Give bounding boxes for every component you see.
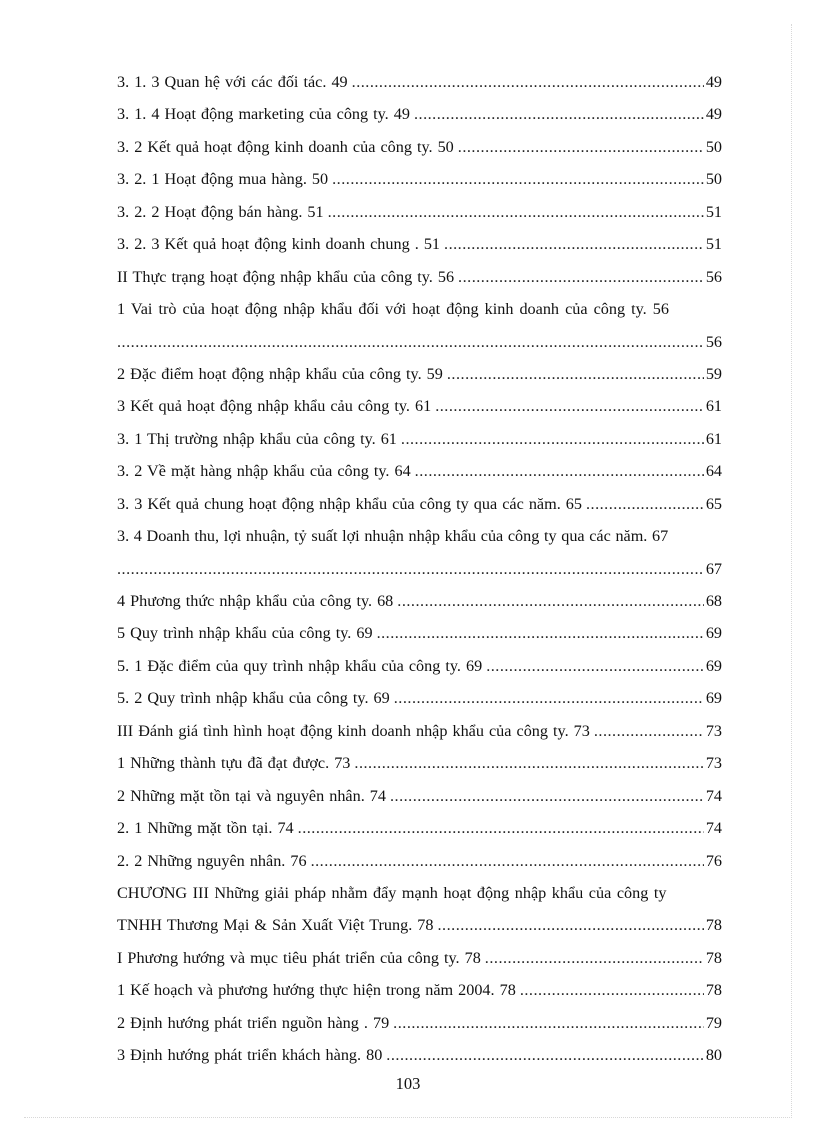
dot-leader — [414, 98, 704, 130]
toc-entry-text: 4 Phương thức nhập khẩu của công ty. 68 — [117, 592, 394, 610]
toc-entry-continuation[interactable] — [117, 909, 722, 941]
dot-leader — [447, 358, 704, 390]
toc-entry[interactable] — [117, 1039, 722, 1071]
toc-entry-page: 61 — [705, 429, 722, 448]
toc-entry-text: CHƯƠNG III Những giải pháp nhằm đẩy mạnh hoạt động nhập khẩu của công ty — [117, 883, 667, 902]
toc-entry-continuation[interactable] — [117, 326, 722, 358]
toc-entry-page: 74 — [705, 819, 722, 838]
toc-entry[interactable] — [117, 682, 722, 714]
toc-entry-page: 68 — [705, 592, 722, 610]
toc-entry[interactable] — [117, 358, 722, 390]
toc-entry-text: 2 Định hướng phát triển nguồn hàng . 79 — [117, 1013, 390, 1032]
toc-entry[interactable] — [117, 942, 722, 974]
toc-entry-text: 3. 3 Kết quả chung hoạt động nhập khẩu của công ty qua các năm. 65 — [117, 494, 582, 513]
dot-leader — [332, 163, 704, 195]
dot-leader — [311, 845, 704, 877]
toc-entry-page: 80 — [705, 1046, 722, 1065]
toc-entry-text: 3. 2. 3 Kết quả hoạt động kinh doanh chung . 51 — [117, 235, 441, 254]
toc-entry[interactable] — [117, 1007, 722, 1039]
dot-leader — [386, 1039, 704, 1071]
toc-entry-text: 2 Những mặt tồn tại và nguyên nhân. 74 — [117, 786, 386, 805]
toc-entry[interactable] — [117, 228, 722, 260]
toc-entry-text: 3. 1. 3 Quan hệ với các đối tác. 49 — [117, 73, 348, 91]
toc-entry[interactable] — [117, 877, 757, 909]
toc-entry-page: 73 — [705, 754, 722, 773]
toc-entry-text: 5. 1 Đặc điểm của quy trình nhập khẩu của công ty. 69 — [117, 656, 483, 675]
dot-leader — [586, 488, 704, 520]
toc-entry[interactable] — [117, 131, 722, 163]
toc-entry-page: 78 — [705, 916, 722, 935]
toc-entry[interactable] — [117, 780, 722, 812]
toc-entry-page: 69 — [705, 689, 722, 708]
toc-entry-page: 78 — [705, 981, 722, 1000]
toc-entry[interactable] — [117, 974, 722, 1006]
toc-entry[interactable] — [117, 520, 757, 552]
toc-entry-text: 3 Định hướng phát triển khách hàng. 80 — [117, 1046, 383, 1065]
dot-leader — [298, 812, 704, 844]
toc-entry-text: 2. 2 Những nguyên nhân. 76 — [117, 851, 307, 870]
dot-leader — [520, 974, 704, 1006]
toc-entry-text: III Đánh giá tình hình hoạt động kinh doanh nhập khẩu của công ty. 73 — [117, 721, 590, 740]
toc-entry-text: II Thực trạng hoạt động nhập khẩu của công ty. 56 — [117, 267, 455, 286]
toc-entry[interactable] — [117, 585, 722, 617]
dot-leader — [444, 228, 704, 260]
toc-entry-page: 56 — [705, 332, 722, 351]
dot-leader — [594, 715, 704, 747]
dot-leader — [458, 131, 704, 163]
toc-entry-page: 59 — [705, 364, 722, 383]
toc-entry-text: 1 Kế hoạch và phương hướng thực hiện trong năm 2004. 78 — [117, 981, 516, 1000]
toc-entry[interactable] — [117, 196, 722, 228]
toc-entry-text: I Phương hướng và mục tiêu phát triển của công ty. 78 — [117, 948, 481, 967]
toc-entry-text: 3 Kết quả hoạt động nhập khẩu cảu công ty. 61 — [117, 397, 432, 416]
toc-entry-text: 5 Quy trình nhập khẩu của công ty. 69 — [117, 624, 373, 643]
toc-entry-page: 73 — [705, 721, 722, 740]
toc-entry[interactable] — [117, 98, 722, 130]
toc-entry-page: 49 — [705, 105, 722, 124]
toc-entry-page: 78 — [705, 948, 722, 967]
toc-entry-text: 3. 1. 4 Hoạt động marketing của công ty. 49 — [117, 105, 410, 124]
toc-entry-page: 51 — [705, 202, 722, 221]
toc-entry[interactable] — [117, 390, 722, 422]
toc-entry[interactable] — [117, 715, 722, 747]
toc-entry-page: 64 — [705, 462, 722, 481]
toc-entry-page: 65 — [705, 494, 722, 513]
toc-entry-page: 61 — [705, 397, 722, 416]
dot-leader — [328, 196, 704, 228]
dot-leader — [401, 423, 704, 455]
toc-entry[interactable] — [117, 845, 722, 877]
toc-entry-page: 74 — [705, 786, 722, 805]
toc-entry-text: 2. 1 Những mặt tồn tại. 74 — [117, 819, 294, 838]
toc-entry-page: 69 — [705, 624, 722, 643]
toc-entry-page: 49 — [705, 73, 722, 91]
toc-entry-text: 1 Vai trò của hoạt động nhập khẩu đối với hoạt động kinh doanh của công ty. 56 — [117, 300, 669, 319]
toc-entry-page: 69 — [705, 656, 722, 675]
toc-entry-page: 50 — [705, 170, 722, 189]
toc-entry[interactable] — [117, 812, 722, 844]
toc-entry-page: 56 — [705, 267, 722, 286]
toc-entry-page: 76 — [705, 851, 722, 870]
dot-leader — [390, 780, 704, 812]
dot-leader — [485, 942, 704, 974]
toc-entry-page: 50 — [705, 137, 722, 156]
page-number: 103 — [395, 1074, 421, 1093]
toc-entry-text: 3. 2. 2 Hoạt động bán hàng. 51 — [117, 202, 324, 221]
toc-entry[interactable] — [117, 617, 722, 649]
dot-leader — [415, 455, 704, 487]
toc-entry[interactable] — [117, 423, 722, 455]
toc-entry-text: 3. 4 Doanh thu, lợi nhuận, tỷ suất lợi nhuận nhập khẩu của công ty qua các năm. 67 — [117, 527, 669, 546]
table-of-contents — [117, 66, 757, 1072]
dot-leader — [354, 747, 703, 779]
toc-entry[interactable] — [117, 163, 722, 195]
dot-leader — [393, 1007, 704, 1039]
dot-leader — [486, 650, 704, 682]
toc-entry-page: 67 — [705, 559, 722, 578]
toc-entry-text: 3. 2 Về mặt hàng nhập khẩu của công ty. 64 — [117, 462, 411, 481]
toc-entry[interactable] — [117, 488, 722, 520]
toc-entry-text-continuation: TNHH Thương Mại & Sản Xuất Việt Trung. 78 — [117, 916, 434, 935]
toc-entry[interactable] — [117, 66, 722, 98]
dot-leader — [438, 909, 704, 941]
toc-entry-text: 1 Những thành tựu đã đạt được. 73 — [117, 754, 351, 773]
dot-leader — [117, 553, 704, 585]
dot-leader — [458, 261, 704, 293]
toc-entry[interactable] — [117, 747, 722, 779]
toc-entry-text: 2 Đặc điểm hoạt động nhập khẩu của công ty. 59 — [117, 364, 443, 383]
toc-entry[interactable] — [117, 650, 722, 682]
toc-entry[interactable] — [117, 455, 722, 487]
toc-entry-text: 3. 1 Thị trường nhập khẩu của công ty. 61 — [117, 429, 397, 448]
toc-entry[interactable] — [117, 293, 757, 325]
toc-entry-text: 5. 2 Quy trình nhập khẩu của công ty. 69 — [117, 689, 390, 708]
dot-leader — [352, 66, 704, 98]
toc-entry-page: 79 — [705, 1013, 722, 1032]
toc-entry-continuation[interactable] — [117, 553, 722, 585]
toc-entry-text: 3. 2 Kết quả hoạt động kinh doanh của công ty. 50 — [117, 137, 454, 156]
dot-leader — [435, 390, 704, 422]
toc-entry-page: 51 — [705, 235, 722, 254]
dot-leader — [377, 617, 704, 649]
dot-leader — [394, 682, 704, 714]
toc-entry[interactable] — [117, 261, 722, 293]
toc-entry-text: 3. 2. 1 Hoạt động mua hàng. 50 — [117, 170, 329, 189]
dot-leader — [117, 326, 704, 358]
dot-leader — [397, 585, 704, 617]
